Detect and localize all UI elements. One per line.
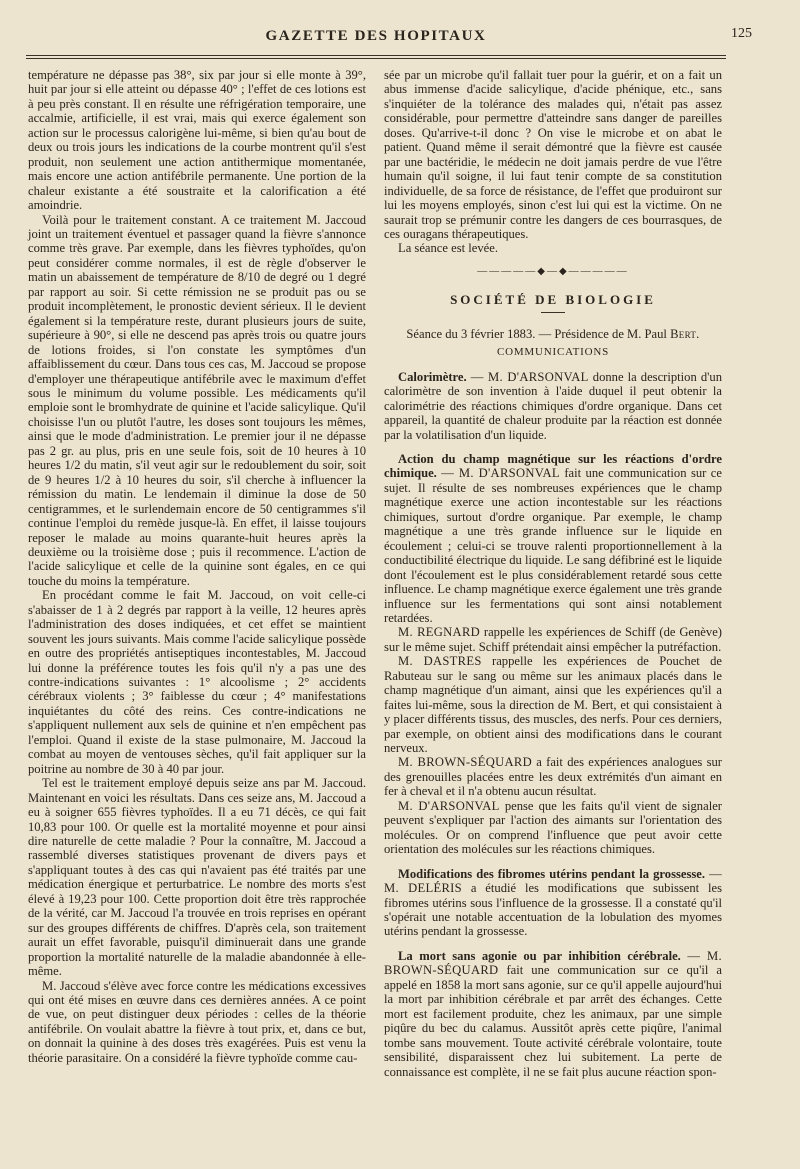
page-number: 125	[731, 26, 752, 41]
session-text: Séance du 3 février 1883. — Présidence de M. Paul	[406, 326, 667, 341]
item-text: a fait des expériences analogues sur des grenouilles placées entre les deux extrémités d'un aimant en fer à cheval et il n'a obtenu aucun résultat.	[384, 755, 722, 799]
communications-heading: COMMUNICATIONS	[496, 346, 610, 359]
item-rubric: La mort sans agonie ou par inhibition cérébrale.	[398, 948, 681, 963]
session-line	[384, 327, 722, 341]
communication-item	[384, 867, 722, 939]
item-text: donne la description d'un calorimètre de son invention à l'aide duquel il peut obtenir la calorimétrie des réactions chimiques d'ordre organique. Dans cet appareil, la quantité de chaleur produite par la réaction est donnée par la volatilisation d'un liquide.	[384, 369, 722, 442]
society-title: SOCIÉTÉ DE BIOLOGIE	[450, 292, 656, 308]
item-rubric: Modifications des fibromes utérins pendant la grossesse.	[398, 866, 706, 881]
title-rule	[541, 312, 565, 313]
communication-item	[384, 654, 722, 755]
page-header	[26, 26, 752, 50]
communication-item	[384, 370, 722, 442]
communication-item	[384, 755, 722, 798]
item-author: — M. DELÉRIS	[384, 866, 722, 896]
communication-item	[384, 949, 722, 1079]
communication-item	[384, 452, 722, 625]
item-author: M. D'ARSONVAL	[398, 798, 500, 813]
item-author: M. DASTRES	[398, 654, 482, 669]
right-column	[384, 68, 722, 1079]
item-text: fait une communication sur ce sujet. Il résulte de ses nombreuses expériences que le champ magnétique exerce une action incontestable sur les réactions chimiques, surtout d'ordre organique. Par exemple, le champ magnétique a une très grande influence sur le liquide en écoulement ; celui-ci se trouve ralenti proportionnellement à la conductibilité électrique du liquide. Le sang défibriné est le liquide dont l'écoulement est le plus considérablement retardé sous cette influence. Le champ magnétique exerce également une très grande influence sur les fermentations qui sont ainsi notablement retardées.	[384, 466, 722, 625]
communication-item	[384, 799, 722, 857]
paragraph: température ne dépasse pas 38°, six par jour si elle monte à 39°, huit par jour si elle atteint ou dépasse 40° ; l'effet de ces lotions est à peu près constant. Il en résulte une réfrigération temporaire, une accalmie, artificielle, il est vrai, mais qui exerce également son action sur le processus calorigène lui-même, si bien qu'au bout de deux ou trois jours les indications de la courbe montrent qu'il s'est produit, non seulement une action antithermique momentanée, mais encore une action antifébrile permanente. Une portion de la chaleur existante a été soustraite et la calorification a été amoindrie.	[28, 68, 366, 213]
header-rule-double	[26, 58, 726, 59]
paragraph: En procédant comme le fait M. Jaccoud, on voit celle-ci s'abaisser de 1 à 2 degrés par rapport à la veille, 12 heures après l'administration des doses indiquées, et cet effet se maintient souvent les jours suivants. Mais comme l'acide salicylique possède en outre des propriétés antiseptiques incontestables, M. Jaccoud lui donne la préférence toutes les fois qu'il n'y a pas une des contre-indications suivantes : 1° alcoolisme ; 2° accidents cérébraux violents ; 3° faiblesse du cœur ; 4° manifestations inquiétantes du côté des reins. Ces contre-indications ne s'appliquent nullement aux sels de quinine et n'en empêchent pas l'emploi. Quand il existe de la stase pulmonaire, M. Jaccoud la combat au moyen de ventouses sèches, qu'il fait appliquer sur la poitrine au nombre de 30 à 40 par jour.	[28, 588, 366, 776]
item-author: — M. D'ARSONVAL	[441, 466, 560, 481]
paragraph: Tel est le traitement employé depuis seize ans par M. Jaccoud. Maintenant en voici les résultats. Dans ces seize ans, M. Jaccoud a eu à soigner 655 fièvres typhoïdes. Il a eu 71 décès, ce qui fait 10,83 pour 100. Or quelle est la mortalité moyenne et pour ainsi dire naturelle de cette maladie ? Pour la connaître, M. Jaccoud a rassemblé diverses statistiques provenant de divers pays et s'appliquant toutes à des cas qui n'avaient pas été traités par une médication énergique et perturbatrice. Le nombre des morts s'est élevé à 19,23 pour 100. Cette proportion doit être très rapprochée de la vérité, car M. Jaccoud l'a trouvée en trois reprises en opérant sur des groupes différents de chiffres. D'après cela, son traitement aurait un effet favorable, puisqu'il diminuerait dans une grande proportion la mortalité naturelle de la maladie abandonnée à elle-même.	[28, 776, 366, 979]
paragraph: La séance est levée.	[398, 241, 498, 256]
journal-title: GAZETTE DES HOPITAUX	[265, 28, 487, 44]
item-author: — M. BROWN-SÉQUARD	[384, 948, 722, 978]
item-text: fait une communication sur ce qu'il a appelé en 1858 la mort sans agonie, sur ce qu'il appelle aujourd'hui la mort par inhibition cérébrale et par arrêt des échanges. Cette mort est facilement produite, chez les animaux, par une simple piqûre du bec du calamus. Aussitôt après cette piqûre, l'animal tombe sans mouvement. Toute activité cérébrale volontaire, toute sensibilité, disparaissent chez lui subitement. La perte de connaissance est complète, il ne se fait plus aucune réaction spon-	[384, 963, 722, 1079]
item-text: rappelle les expériences de Schiff (de Genève) sur le même sujet. Schiff prétendait ainsi empêcher la putréfaction.	[384, 625, 722, 654]
item-rubric: Action du champ magnétique sur les réactions d'ordre chimique.	[384, 451, 722, 481]
item-author: M. REGNARD	[398, 625, 481, 640]
session-president: Bert.	[670, 326, 700, 341]
header-rule	[26, 55, 726, 56]
item-text: a étudié les modifications que subissent les fibromes utérins sous l'influence de la grossesse. Il a constaté qu'il s'opérait une notable accentuation de la lobulation des myomes utérins pendant la grossesse.	[384, 881, 722, 939]
paragraph: Voilà pour le traitement constant. A ce traitement M. Jaccoud joint un traitement éventuel et passager quand la fièvre s'annonce comme très grave. Par exemple, dans les fièvres typhoïdes, qu'on peut considérer comme normales, il est de règle d'observer le matin un abaissement de température de 8/10 de degré ou 1 degré par rapport au soir. Si cette rémission ne se produit pas ou se produit incomplètement, le pronostic devient sérieux. Il le devient également si la température reste, durant plusieurs jours de suite, supérieure à 90°, si elle ne descend pas après trois ou quatre jours de lotions froides, si l'on constate les symptômes d'un affaiblissement du cœur. Dans tous ces cas, M. Jaccoud se propose d'employer une thérapeutique antifébrile avec le maximum d'effet sous le minimum du volume possible. Les médicaments qu'il emploie sont le bromhydrate de quinine et l'acide salicylique. Qu'il choisisse l'un ou plutôt l'autre, les doses sont toujours les mêmes, ainsi que le mode d'administration. Le premier jour il ne dépasse pas 2 gr. au plus, pris en une seule fois, soit de 10 heures à 10 heures 1/2 du matin, s'il veut agir sur le redoublement du soir, soit de 9 heures 1/2 à 10 heures du soir, s'il cherche à influencer la rémission du matin. Le lendemain il diminue la dose de 50 centigrammes, et le surlendemain encore de 50 centigrammes s'il continue l'emploi du remède jusque-là. En effet, il laisse toujours reposer le malade au moins quarante-huit heures après la deuxième ou la troisième dose ; puis il recommence. L'action de l'acide salicylique et celle de la quinine sont égales, en ce qui touche du moins la température.	[28, 212, 366, 588]
item-text: pense que les faits qu'il vient de signaler peuvent s'expliquer par l'action des aimants sur l'orientation des molécules. Or on comprend l'influence que peut avoir cette orientation des molécules sur les réactions chimiques.	[384, 798, 722, 857]
communication-item	[384, 625, 722, 654]
item-author: — M. D'ARSONVAL	[470, 369, 589, 384]
left-column	[28, 68, 366, 1065]
section-separator: —————◆—◆—————	[477, 265, 629, 277]
item-rubric: Calorimètre.	[398, 369, 467, 384]
paragraph: M. Jaccoud s'élève avec force contre les médications excessives qui ont été mises en œuvre dans ces dernières années. A ce point de vue, on peut distinguer deux périodes : celles de la théorie antifébrile. On voulait abattre la fièvre à tout prix, et, dans ce but, on donnait la quinine à des doses très exagérées. Puis est venu la théorie parasitaire. On a considéré la fièvre typhoïde comme cau-	[28, 978, 366, 1065]
paragraph: sée par un microbe qu'il fallait tuer pour la guérir, et on a fait un abus immense d'acide salicylique, d'acide phénique, etc., sans s'inquiéter de la tolérance des malades qui, n'était pas assez considérable, pour permettre d'atteindre sans danger de pareilles doses. Qu'arrive-t-il donc ? On vise le microbe et on abat le patient. Quand même il serait démontré que la fièvre est causée par une bactéridie, le médecin ne doit jamais perdre de vue l'être humain qu'il soigne, il lui faut tenir compte de sa constitution individuelle, de sa force de résistance, de l'effet que produiront sur lui les moyens employés, sinon c'est lui qui est la victime. On ne saurait trop se prémunir contre les dangers de ces bourrasques, de ces ouragans thérapeutiques.	[384, 68, 722, 241]
item-text: rappelle les expériences de Pouchet de Rabuteau sur le sang ou même sur les animaux placés dans le champ magnétique d'un aimant, ainsi que les expériences qu'il a faites lui-même, sous la direction de M. Bert, et qui consistaient à y placer différents tissus, des muscles, des nerfs. Pour ces derniers, par exemple, on obtient ainsi des modifications dans le courant nerveux.	[384, 654, 722, 756]
item-author: M. BROWN-SÉQUARD	[398, 755, 532, 770]
